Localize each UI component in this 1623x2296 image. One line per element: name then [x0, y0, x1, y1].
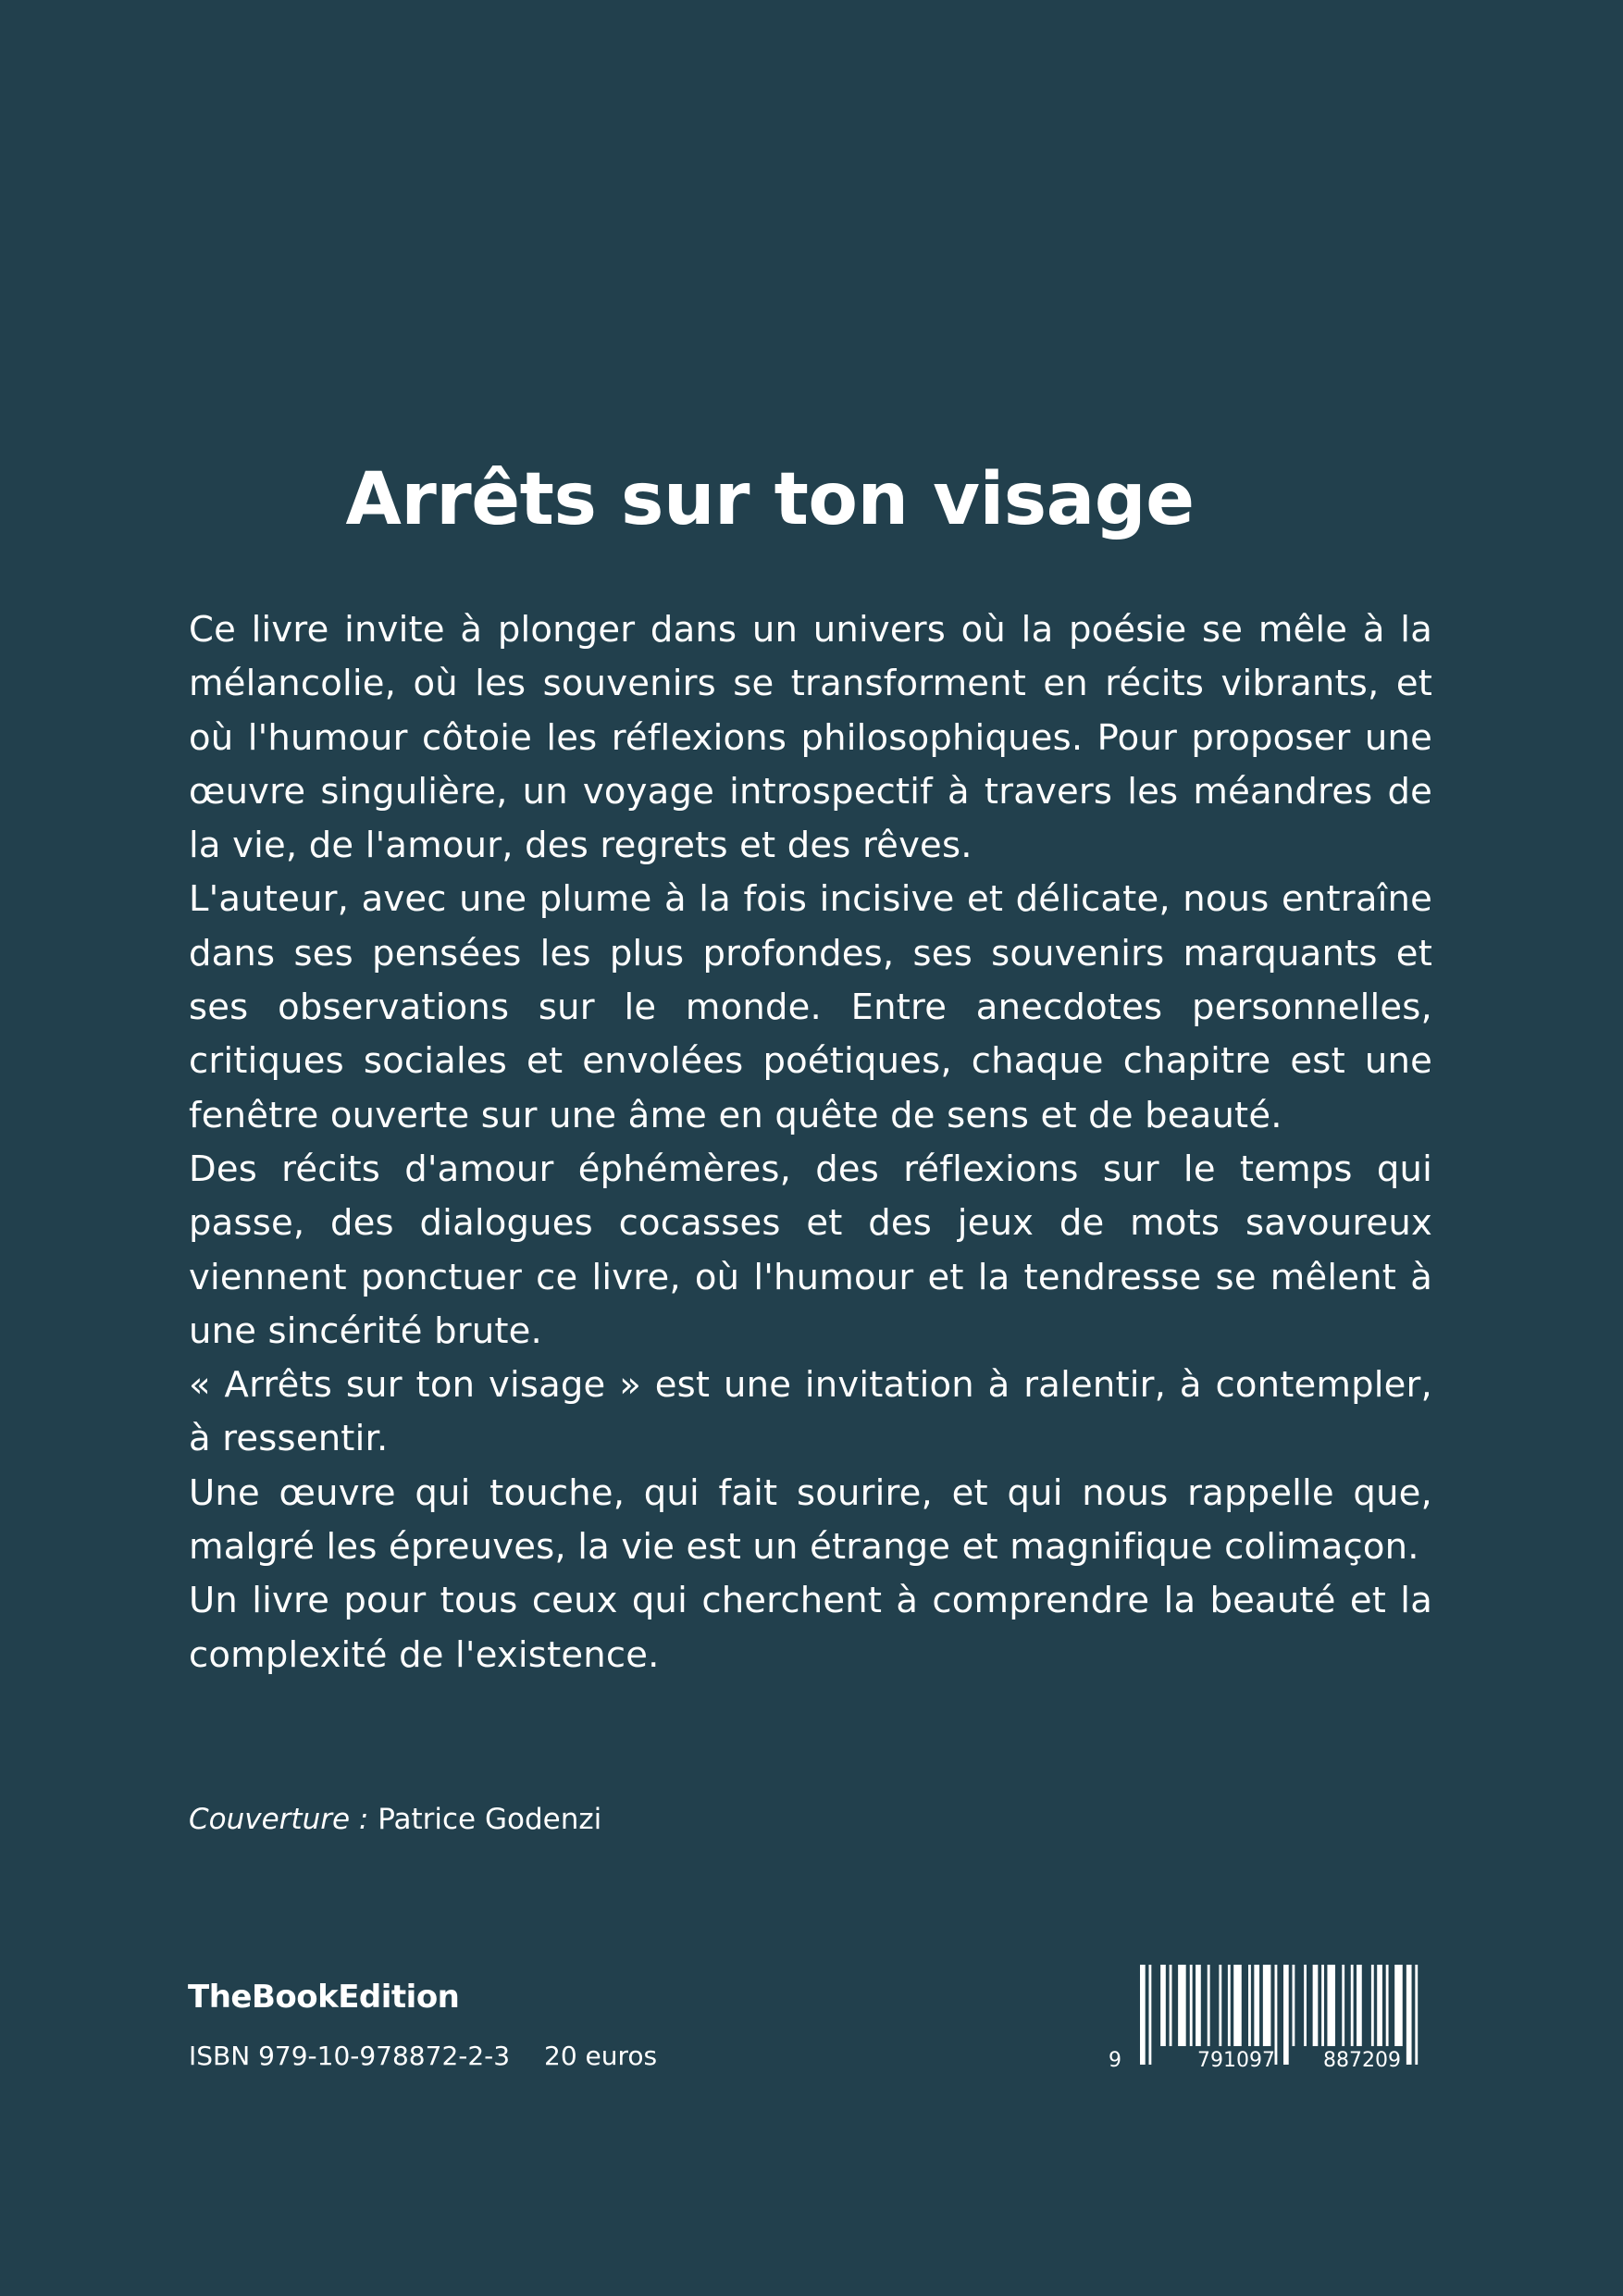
barcode-bar — [1248, 1965, 1251, 2046]
barcode-bar — [1254, 1965, 1259, 2046]
barcode-bar — [1342, 1965, 1344, 2046]
barcode-bar — [1208, 1965, 1210, 2046]
barcode-bar — [1357, 1965, 1362, 2046]
barcode-bar — [1386, 1965, 1389, 2046]
barcode-bar — [1406, 1965, 1412, 2065]
cover-credit-label: Couverture : — [189, 1803, 369, 1836]
isbn-number: ISBN 979-10-978872-2-3 — [189, 2041, 511, 2071]
description-paragraph: Ce livre invite à plonger dans un univers où la poésie se mêle à la mélancolie, où les souvenirs se transforment en récits vibrants, et où l'humour côtoie les réflexions philosophiques. Pour proposer une œuvre singulière, un voyage introspectif à travers les méandres de la vie, de l'amour, des regrets et des rêves. — [189, 609, 1432, 867]
barcode-bar — [1190, 1965, 1193, 2046]
barcode-right-digits: 887209 — [1323, 2049, 1401, 2072]
barcode-bar — [1219, 1965, 1221, 2046]
description-paragraph: Des récits d'amour éphémères, des réflexions sur le temps qui passe, des dialogues cocasses et des jeux de mots savoureux viennent ponctuer ce livre, où l'humour et la tendresse se mêlent à une sincérité brute. — [189, 1148, 1432, 1352]
description-paragraph: Un livre pour tous ceux qui cherchent à comprendre la beauté et la complexité de l'existence. — [189, 1580, 1432, 1676]
price: 20 euros — [544, 2041, 658, 2071]
barcode — [1103, 1965, 1436, 2076]
barcode-bar — [1233, 1965, 1242, 2046]
barcode-bar — [1351, 1965, 1354, 2046]
barcode-bar — [1292, 1965, 1295, 2046]
barcode-bar — [1415, 1965, 1418, 2065]
book-description — [189, 603, 1432, 1682]
book-title: Arrêts sur ton visage — [345, 458, 1195, 541]
barcode-bar — [1313, 1965, 1319, 2046]
description-paragraph: Une œuvre qui touche, qui fait sourire, et qui nous rappelle que, malgré les épreuves, la vie est un étrange et magnifique colimaçon. — [189, 1471, 1432, 1569]
description-paragraph: « Arrêts sur ton visage » est une invitation à ralentir, à contempler, à ressentir. — [189, 1364, 1432, 1460]
barcode-bar — [1304, 1965, 1307, 2046]
barcode-bar — [1148, 1965, 1151, 2065]
cover-credit — [189, 1801, 601, 1838]
publisher-name: TheBookEdition — [188, 1979, 460, 2016]
barcode-bar — [1160, 1965, 1166, 2046]
barcode-bar — [1394, 1965, 1403, 2046]
cover-credit-name: Patrice Godenzi — [378, 1803, 602, 1836]
barcode-bar — [1327, 1965, 1335, 2046]
barcode-bar — [1377, 1965, 1382, 2046]
barcode-bar — [1140, 1965, 1146, 2065]
barcode-bar — [1263, 1965, 1271, 2046]
barcode-bar — [1283, 1965, 1289, 2065]
barcode-bar — [1321, 1965, 1324, 2046]
barcode-bar — [1371, 1965, 1374, 2046]
barcode-first-digit: 9 — [1109, 2049, 1121, 2072]
description-paragraph: L'auteur, avec une plume à la fois incisive et délicate, nous entraîne dans ses pensées les plus profondes, ses souvenirs marquants et ses observations sur le monde. Entre anecdotes personnelles, critiques sociales et envolées poétiques, chaque chapitre est une fenêtre ouverte sur une âme en quête de sens et de beauté. — [189, 878, 1432, 1136]
barcode-bar — [1228, 1965, 1231, 2046]
barcode-bar — [1178, 1965, 1186, 2046]
barcode-bar — [1196, 1965, 1201, 2046]
barcode-left-digits: 791097 — [1197, 2049, 1275, 2072]
barcode-bar — [1170, 1965, 1172, 2046]
isbn-line — [189, 2040, 657, 2073]
